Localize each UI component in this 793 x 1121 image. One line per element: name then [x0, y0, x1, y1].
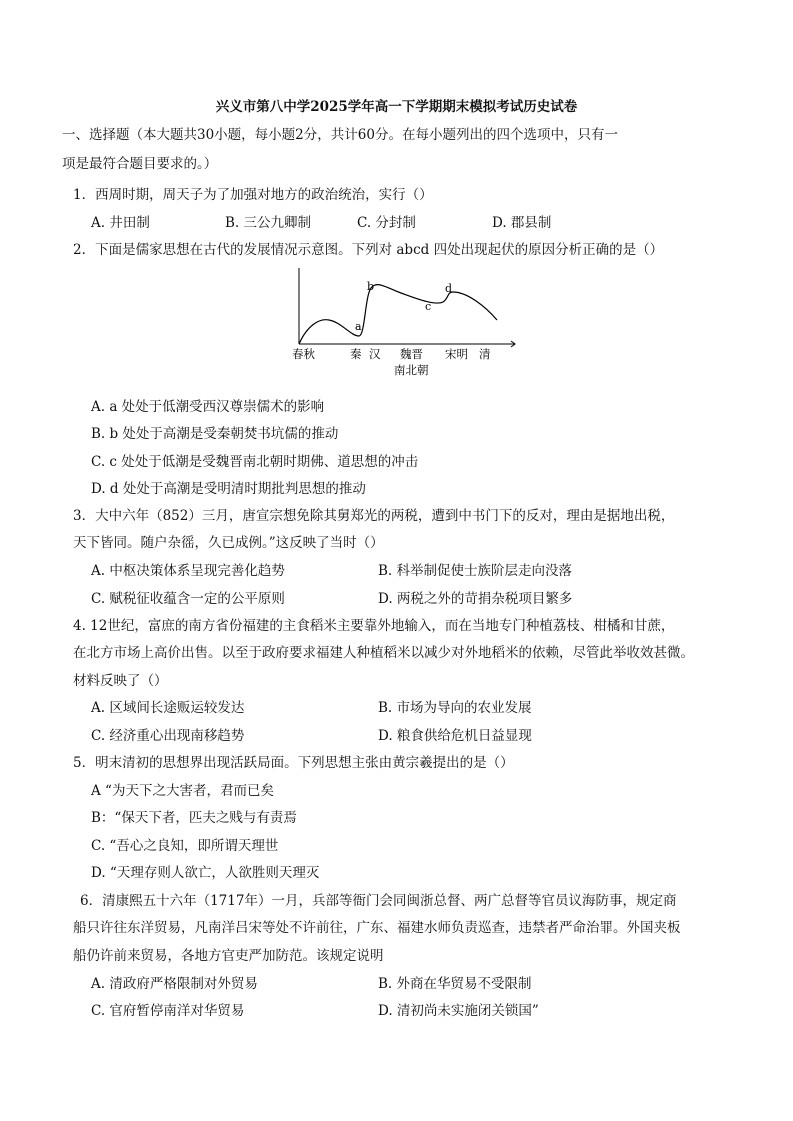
- diagram-point-a: a: [355, 320, 362, 333]
- question-2-option-b[interactable]: B. b 处处于高潮是受秦朝焚书坑儒的推动: [91, 426, 339, 442]
- question-6-stem-line2: 船只许往东洋贸易，凡南洋吕宋等处不许前往，广东、福建水师负责巡查，违禁者严命治罪。外国夹板: [73, 920, 681, 936]
- question-6-option-b[interactable]: B. 外商在华贸易不受限制: [378, 976, 532, 992]
- question-4-stem-line3: 材料反映了（）: [73, 673, 168, 689]
- question-3-option-d[interactable]: D. 两税之外的苛捐杂税项目繁多: [378, 591, 573, 607]
- question-3-stem-line2: 天下皆同。随户杂徭，久已成例。”这反映了当时（）: [73, 535, 384, 551]
- question-2-option-c[interactable]: C. c 处处于低潮是受魏晋南北朝时期佛、道思想的冲击: [91, 454, 419, 470]
- diagram-label-han: 汉: [369, 347, 381, 361]
- question-6-option-c[interactable]: C. 官府暂停南洋对华贸易: [91, 1003, 245, 1019]
- question-5-option-c[interactable]: C. “吾心之良知，即所谓天理世: [91, 838, 279, 854]
- question-2-stem: 2．下面是儒家思想在古代的发展情况示意图。下列对 abcd 四处出现起伏的原因分析正确的是（）: [73, 242, 664, 258]
- question-3-stem-line1: 3．大中六年（852）三月，唐宣宗想免除其舅郑光的两税，遭到中书门下的反对，理由是据地出税，: [73, 508, 675, 524]
- question-1-option-c[interactable]: C. 分封制: [357, 215, 416, 231]
- exam-title: 兴义市第八中学2025学年高一下学期期末模拟考试历史试卷: [215, 99, 578, 115]
- question-6-stem-line1: 6．清康熙五十六年（1717年）一月，兵部等衙门会同闽浙总督、两广总督等官员议海防事，规定商: [80, 893, 677, 909]
- section-heading-line2: 项是最符合题目要求的。）: [62, 156, 218, 172]
- question-6-stem-line3: 船仍许前来贸易，各地方官吏严加防范。该规定说明: [73, 948, 384, 964]
- diagram-label-weijin: 魏晋: [400, 347, 423, 361]
- diagram-curve: [299, 285, 497, 344]
- question-4-option-d[interactable]: D. 粮食供给危机日益显现: [378, 728, 532, 744]
- question-3-option-b[interactable]: B. 科举制促使士族阶层走向没落: [378, 563, 573, 579]
- diagram-point-b: b: [367, 280, 375, 293]
- question-4-stem-line1: 4. 12世纪，富庶的南方省份福建的主食稻米主要靠外地输入，而在当地专门种植荔枝、柑橘和甘蔗，: [73, 618, 675, 634]
- confucianism-diagram: [285, 262, 525, 380]
- question-3-option-c[interactable]: C. 赋税征收蕴含一定的公平原则: [91, 591, 285, 607]
- section-heading-line1: 一、选择题（本大题共30小题，每小题2分，共计60分。在每小题列出的四个选项中，只有一: [62, 127, 618, 143]
- question-5-option-d[interactable]: D. “天理存则人欲亡，人欲胜则天理灭: [91, 865, 320, 881]
- question-2-option-d[interactable]: D. d 处处于高潮是受明清时期批判思想的推动: [91, 481, 366, 497]
- question-3-option-a[interactable]: A. 中枢决策体系呈现完善化趋势: [91, 563, 285, 579]
- diagram-label-chunqiu: 春秋: [292, 347, 315, 361]
- diagram-point-d: d: [445, 282, 453, 295]
- question-5-stem: 5．明末清初的思想界出现活跃局面。下列思想主张由黄宗羲提出的是（）: [73, 755, 514, 771]
- question-1-option-a[interactable]: A. 井田制: [91, 215, 150, 231]
- question-1-option-b[interactable]: B. 三公九卿制: [225, 215, 312, 231]
- diagram-label-songming: 宋明: [445, 347, 468, 361]
- question-5-option-b[interactable]: B：“保天下者，匹夫之贱与有责焉: [91, 810, 297, 826]
- diagram-point-c: c: [425, 300, 432, 313]
- diagram-label-qin: 秦: [350, 347, 362, 361]
- question-5-option-a[interactable]: A “为天下之大害者，君而已矣: [91, 783, 274, 799]
- question-6-option-d[interactable]: D. 清初尚未实施闭关锁国”: [378, 1003, 539, 1019]
- question-1-option-d[interactable]: D. 郡县制: [492, 215, 552, 231]
- question-4-stem-line2: 在北方市场上高价出售。以至于政府要求福建人种植稻米以减少对外地稻米的依赖，尽管此举收效甚微。: [73, 645, 694, 661]
- question-6-option-a[interactable]: A. 清政府严格限制对外贸易: [91, 976, 258, 992]
- diagram-label-nanbeichao: 南北朝: [394, 363, 429, 377]
- question-4-option-b[interactable]: B. 市场为导向的农业发展: [378, 700, 532, 716]
- question-1-stem: 1．西周时期，周天子为了加强对地方的政治统治，实行（）: [73, 187, 433, 203]
- question-2-option-a[interactable]: A. a 处处于低潮受西汉尊崇儒术的影响: [91, 399, 325, 415]
- question-4-option-c[interactable]: C. 经济重心出现南移趋势: [91, 728, 245, 744]
- diagram-label-qing: 清: [479, 347, 491, 361]
- question-4-option-a[interactable]: A. 区域间长途贩运较发达: [91, 700, 245, 716]
